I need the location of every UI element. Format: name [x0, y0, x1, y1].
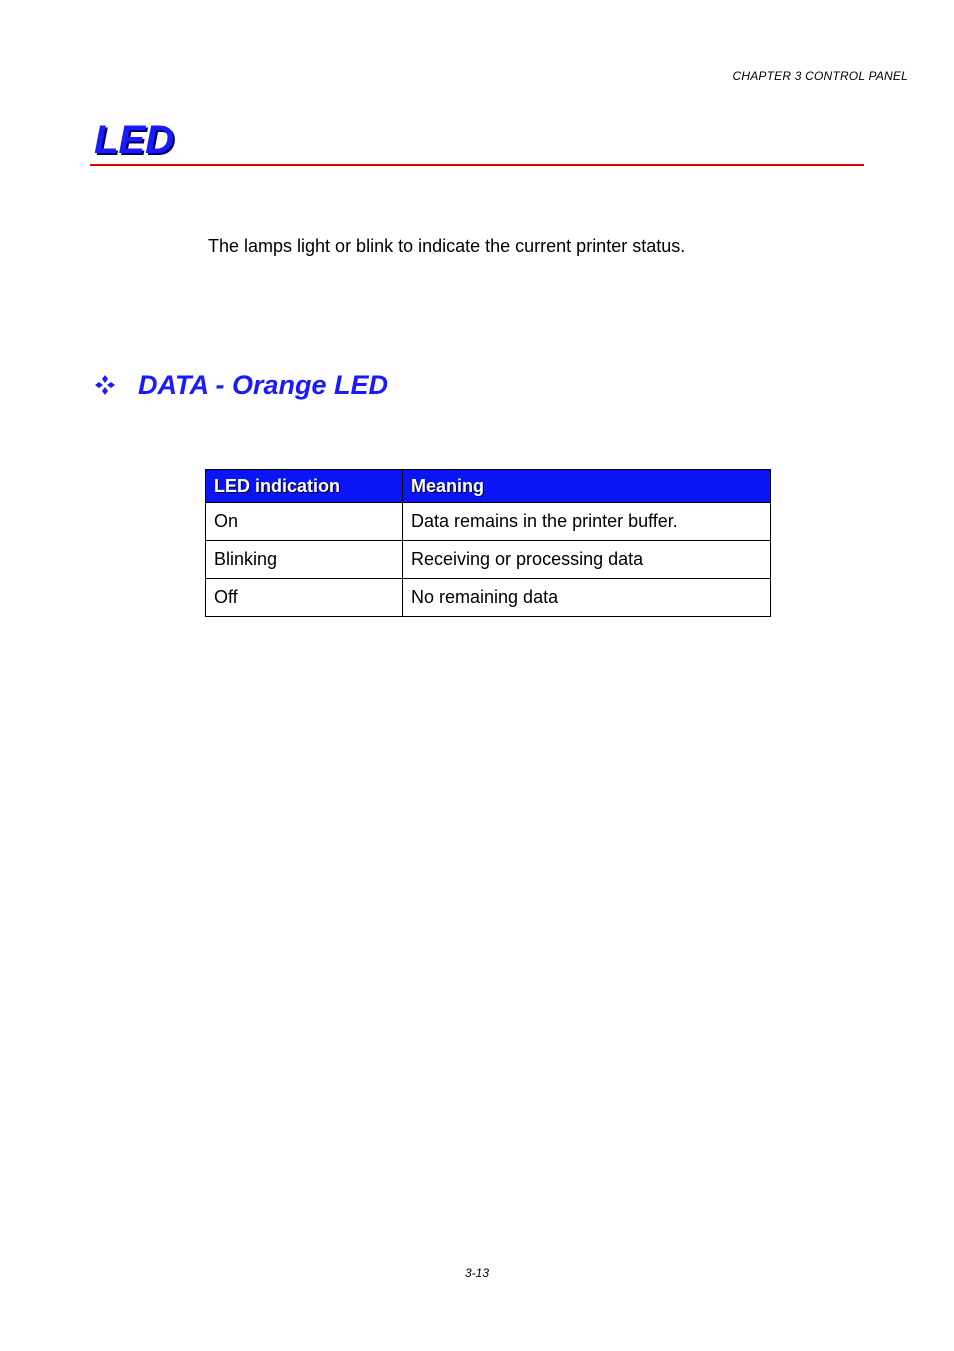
column-header-meaning: Meaning	[403, 470, 771, 503]
table-row	[206, 503, 771, 541]
four-diamond-bullet-icon	[94, 374, 116, 396]
table-row	[206, 541, 771, 579]
intro-paragraph: The lamps light or blink to indicate the current printer status.	[208, 236, 686, 256]
table-cell-meaning: No remaining data	[403, 579, 771, 617]
table-cell-indication: Off	[206, 579, 403, 617]
table-cell-indication: Blinking	[206, 541, 403, 579]
table-cell-indication: On	[206, 503, 403, 541]
page-number: 3-13	[464, 1266, 490, 1280]
title-rule	[90, 164, 864, 166]
column-header-led-indication: LED indication	[206, 470, 403, 503]
section-heading	[94, 368, 388, 402]
section-heading-text: DATA - Orange LED	[138, 370, 389, 400]
page-title: LED	[94, 118, 174, 162]
table-cell-meaning: Data remains in the printer buffer.	[403, 503, 771, 541]
table-row	[206, 579, 771, 617]
led-table	[205, 469, 771, 617]
table-cell-meaning: Receiving or processing data	[403, 541, 771, 579]
table-header-row	[206, 470, 771, 503]
running-header: CHAPTER 3 CONTROL PANEL	[732, 69, 908, 83]
